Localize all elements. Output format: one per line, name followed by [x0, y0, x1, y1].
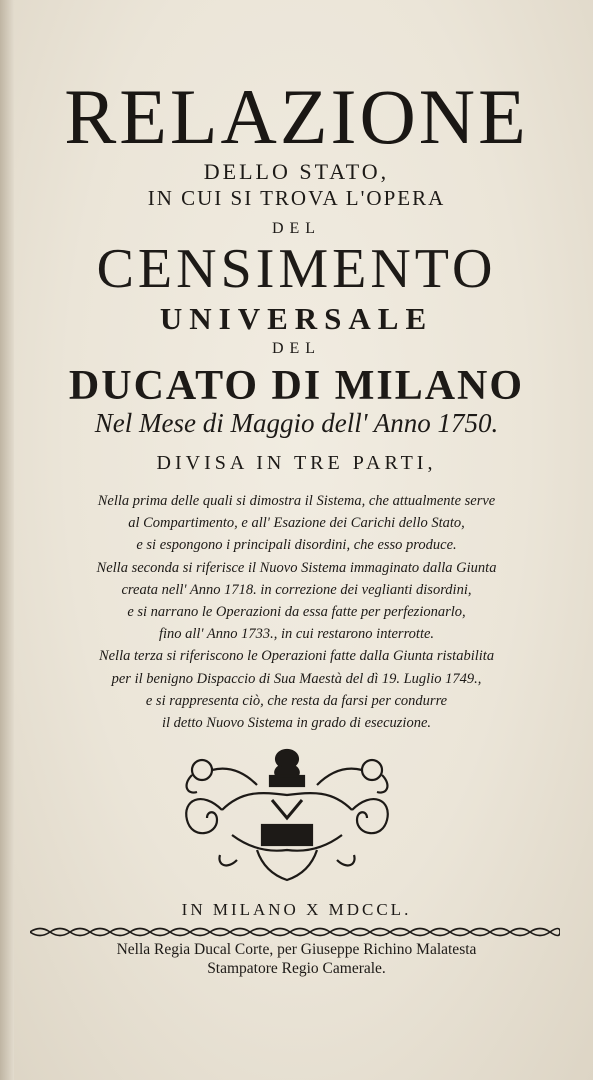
- description-line: e si narrano le Operazioni da essa fatte per perfezionarlo,: [127, 604, 466, 621]
- printer-line: Stampatore Regio Camerale.: [207, 960, 386, 977]
- printer-line: Nella Regia Ducal Corte, per Giuseppe Richino Malatesta: [116, 941, 477, 958]
- subtitle-universale: UNIVERSALE: [159, 301, 434, 336]
- description-line: al Compartimento, e all' Esazione dei Carichi dello Stato,: [128, 515, 465, 532]
- description-block: [0, 490, 593, 734]
- description-line: per il benigno Dispaccio di Sua Maestà del dì 19. Luglio 1749.,: [111, 670, 482, 687]
- fleuron-ornament-icon: [162, 740, 412, 890]
- imprint-line: IN MILANO X MDCCL.: [181, 900, 412, 919]
- description-line: Nella seconda si riferisce il Nuovo Sistema immaginato dalla Giunta: [96, 559, 497, 576]
- description-line: e si espongono i principali disordini, che esso produce.: [136, 537, 457, 554]
- date-line: Nel Mese di Maggio dell' Anno 1750.: [94, 408, 499, 438]
- printer-block: [0, 940, 593, 978]
- subtitle-del-1: DEL: [271, 220, 322, 237]
- description-line: e si rappresenta ciò, che resta da farsi per condurre: [145, 692, 448, 709]
- description-line: fino all' Anno 1733., in cui restarono interrotte.: [158, 626, 435, 643]
- decorative-rule: [30, 925, 560, 939]
- main-title: RELAZIONE: [64, 73, 529, 160]
- description-line: Nella prima delle quali si dimostra il Sistema, che attualmente serve: [97, 493, 496, 509]
- parts-heading: DIVISA IN TRE PARTI,: [156, 452, 437, 474]
- title-censimento: CENSIMENTO: [96, 238, 497, 300]
- title-ducato: DUCATO DI MILANO: [68, 363, 525, 409]
- description-line: Nella terza si riferiscono le Operazioni fatte dalla Giunta ristabilita: [98, 648, 495, 665]
- subtitle-dello-stato: DELLO STATO,: [203, 159, 390, 184]
- subtitle-del-2: DEL: [271, 340, 322, 357]
- description-line: creata nell' Anno 1718. in correzione dei veglianti disordini,: [121, 581, 472, 598]
- subtitle-opera: IN CUI SI TROVA L'OPERA: [147, 186, 446, 210]
- description-line: il detto Nuovo Sistema in grado di esecuzione.: [161, 715, 432, 732]
